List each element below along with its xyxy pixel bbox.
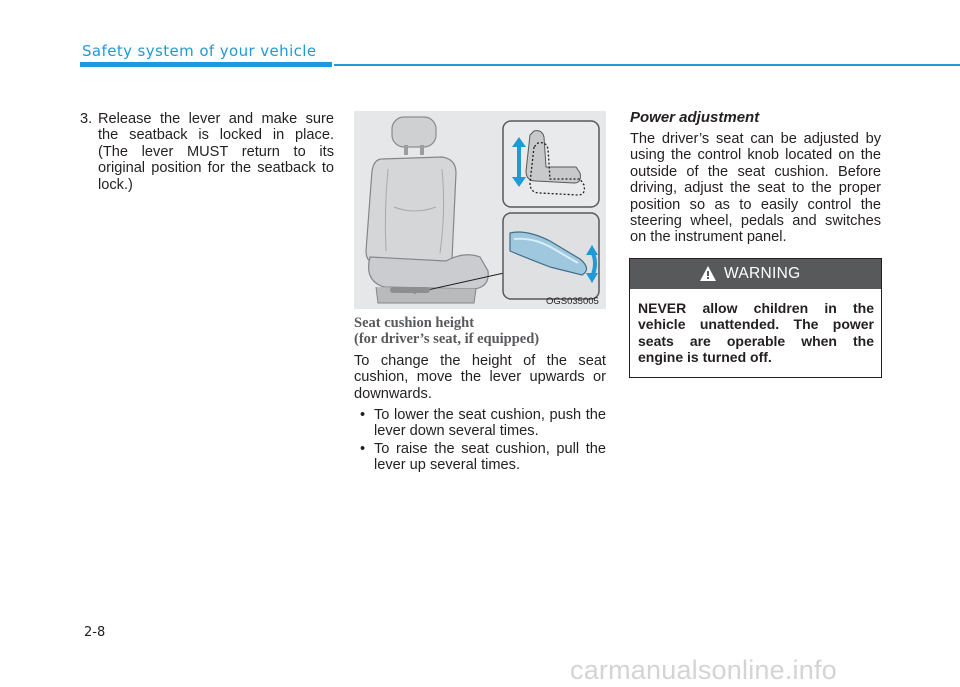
step-text: Release the lever and make sure the seatback is locked in place. (The lever MUST return to its original position for the seatback to lock.)	[98, 111, 334, 193]
bullet-dot: •	[360, 441, 366, 457]
seat-cushion-heading-line2: (for driver’s seat, if equipped)	[354, 331, 540, 347]
bullet-dot: •	[360, 407, 366, 423]
list-item	[354, 441, 606, 474]
seat-illustration	[354, 111, 606, 309]
step-number: 3.	[80, 111, 93, 127]
seat-cushion-intro: To change the height of the seat cushion, move the lever upwards or downwards.	[354, 353, 606, 402]
header-rule	[334, 64, 960, 66]
warning-triangle-icon	[700, 266, 716, 281]
section-title: Safety system of your vehicle	[82, 42, 317, 60]
seat-cushion-heading-line1: Seat cushion height	[354, 315, 475, 331]
step-3-paragraph	[80, 111, 334, 193]
warning-label: WARNING	[724, 265, 801, 282]
list-item-text: To raise the seat cushion, pull the lever up several times.	[374, 441, 606, 474]
seat-cushion-heading	[354, 315, 614, 347]
list-item-text: To lower the seat cushion, push the lever down several times.	[374, 407, 606, 440]
figure-code: OGS035005	[546, 296, 599, 307]
warning-header	[630, 259, 881, 289]
list-item	[354, 407, 606, 440]
page-number: 2-8	[84, 625, 106, 640]
power-adjustment-heading: Power adjustment	[630, 109, 760, 126]
header-accent-bar	[80, 62, 332, 67]
watermark: carmanualsonline.info	[570, 655, 837, 685]
seat-drawing	[354, 111, 606, 309]
warning-box	[629, 258, 882, 378]
power-adjustment-body: The driver’s seat can be adjusted by using the control knob located on the outside of the seat cushion. Before driving, adjust the seat to the proper position so as to easily control the steering wheel, pedals and switches on the instrument panel.	[630, 131, 881, 246]
warning-text: NEVER allow children in the vehicle unattended. The power seats are operable when the engine is turned off.	[638, 300, 874, 365]
